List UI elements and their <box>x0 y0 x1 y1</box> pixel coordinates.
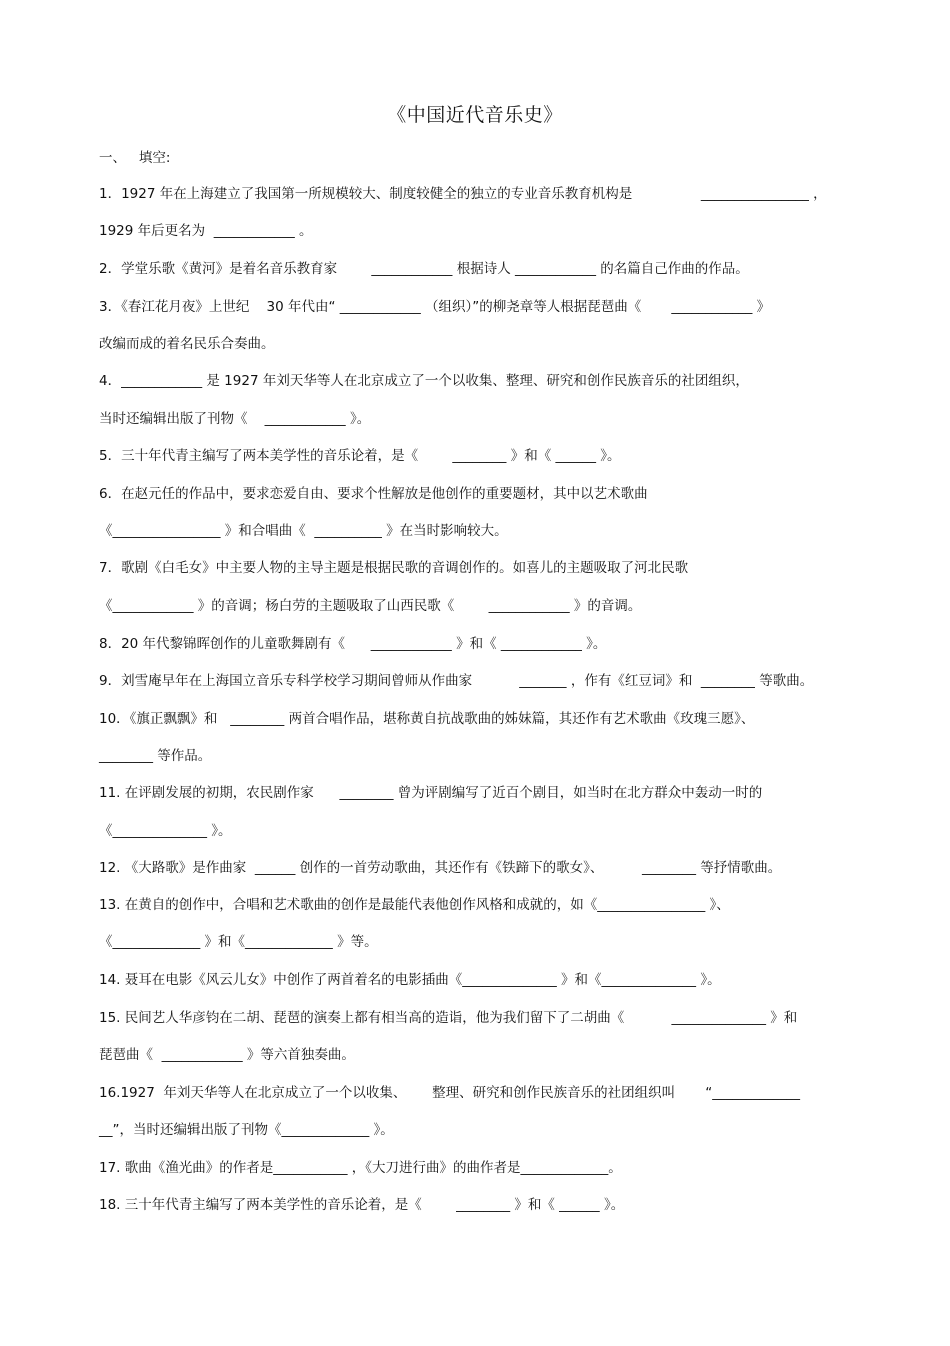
section-heading: 一、 填空: <box>99 150 171 166</box>
question-line: 9．刘雪庵早年在上海国立音乐专科学校学习期间曾师从作曲家 _______ ，作有《红豆词》和 ________ 等歌曲。 <box>99 673 814 689</box>
question-line: 7．歌剧《白毛女》中主要人物的主导主题是根据民歌的音调创作的。如喜儿的主题吸取了河北民歌 <box>99 560 689 576</box>
question-line: 16.1927 年刘天华等人在北京成立了一个以收集、 整理、研究和创作民族音乐的社团组织叫 “_____________ <box>99 1085 800 1101</box>
question-line: 8．20 年代黎锦晖创作的儿童歌舞剧有《 ____________ 》和《 ____________ 》。 <box>99 636 607 652</box>
question-line: 13. 在黄自的创作中，合唱和艺术歌曲的创作是最能代表他创作风格和成就的，如《________________ 》、 <box>99 897 730 913</box>
question-line: 琵琶曲《 ____________ 》等六首独奏曲。 <box>99 1047 355 1063</box>
question-line: 15. 民间艺人华彦钧在二胡、琵琶的演奏上都有相当高的造诣，他为我们留下了二胡曲《 ______________ 》和 <box>99 1010 798 1026</box>
question-line: 4．____________ 是 1927 年刘天华等人在北京成立了一个以收集、整理、研究和创作民族音乐的社团组织， <box>99 373 749 389</box>
question-line: 6．在赵元任的作品中，要求恋爱自由、要求个性解放是他创作的重要题材，其中以艺术歌曲 <box>99 486 648 502</box>
question-line: 10．《旗正飘飘》和 ________ 两首合唱作品，堪称黄自抗战歌曲的姊妹篇，其还作有艺术歌曲《玫瑰三愿》、 <box>99 711 755 727</box>
question-line: __”，当时还编辑出版了刊物《_____________ 》。 <box>99 1122 394 1138</box>
document-title: 《中国近代音乐史》 <box>387 104 563 126</box>
question-line: 1．1927 年在上海建立了我国第一所规模较大、制度较健全的独立的专业音乐教育机构是 ________________ ， <box>99 186 827 202</box>
question-line: 《________________ 》和合唱曲《 __________ 》在当时影响较大。 <box>99 523 508 539</box>
question-line: 3．《春江花月夜》上世纪 30 年代由“ ____________ （组织）”的柳尧章等人根据琵琶曲《 ____________ 》 <box>99 299 771 315</box>
question-line: 18. 三十年代青主编写了两本美学性的音乐论着，是《 ________ 》和《 ______ 》。 <box>99 1197 625 1213</box>
question-line: 2．学堂乐歌《黄河》是着名音乐教育家 ____________ 根据诗人 ____________ 的名篇自己作曲的作品。 <box>99 261 749 277</box>
question-line: 1929 年后更名为 ____________ 。 <box>99 223 313 239</box>
question-line: 14. 聂耳在电影《风云儿女》中创作了两首着名的电影插曲《______________ 》和《______________ 》。 <box>99 972 721 988</box>
question-line: 当时还编辑出版了刊物《 ____________ 》。 <box>99 411 371 427</box>
question-line: 12. 《大路歌》是作曲家 ______ 创作的一首劳动歌曲，其还作有《铁蹄下的歌女》、 ________ 等抒情歌曲。 <box>99 860 782 876</box>
question-line: 5．三十年代青主编写了两本美学性的音乐论着，是《 ________ 》和《 ______ 》。 <box>99 448 621 464</box>
question-line: 改编而成的着名民乐合奏曲。 <box>99 336 275 352</box>
question-line: 《______________ 》。 <box>99 823 232 839</box>
question-line: ________ 等作品。 <box>99 748 212 764</box>
question-line: 11. 在评剧发展的初期，农民剧作家 ________ 曾为评剧编写了近百个剧目，如当时在北方群众中轰动一时的 <box>99 785 763 801</box>
question-line: 《_____________ 》和《_____________ 》等。 <box>99 934 378 950</box>
question-line: 17. 歌曲《渔光曲》的作者是___________ ，《大刀进行曲》的曲作者是_____________。 <box>99 1160 622 1176</box>
question-line: 《____________ 》的音调；杨白劳的主题吸取了山西民歌《 ____________ 》的音调。 <box>99 598 642 614</box>
